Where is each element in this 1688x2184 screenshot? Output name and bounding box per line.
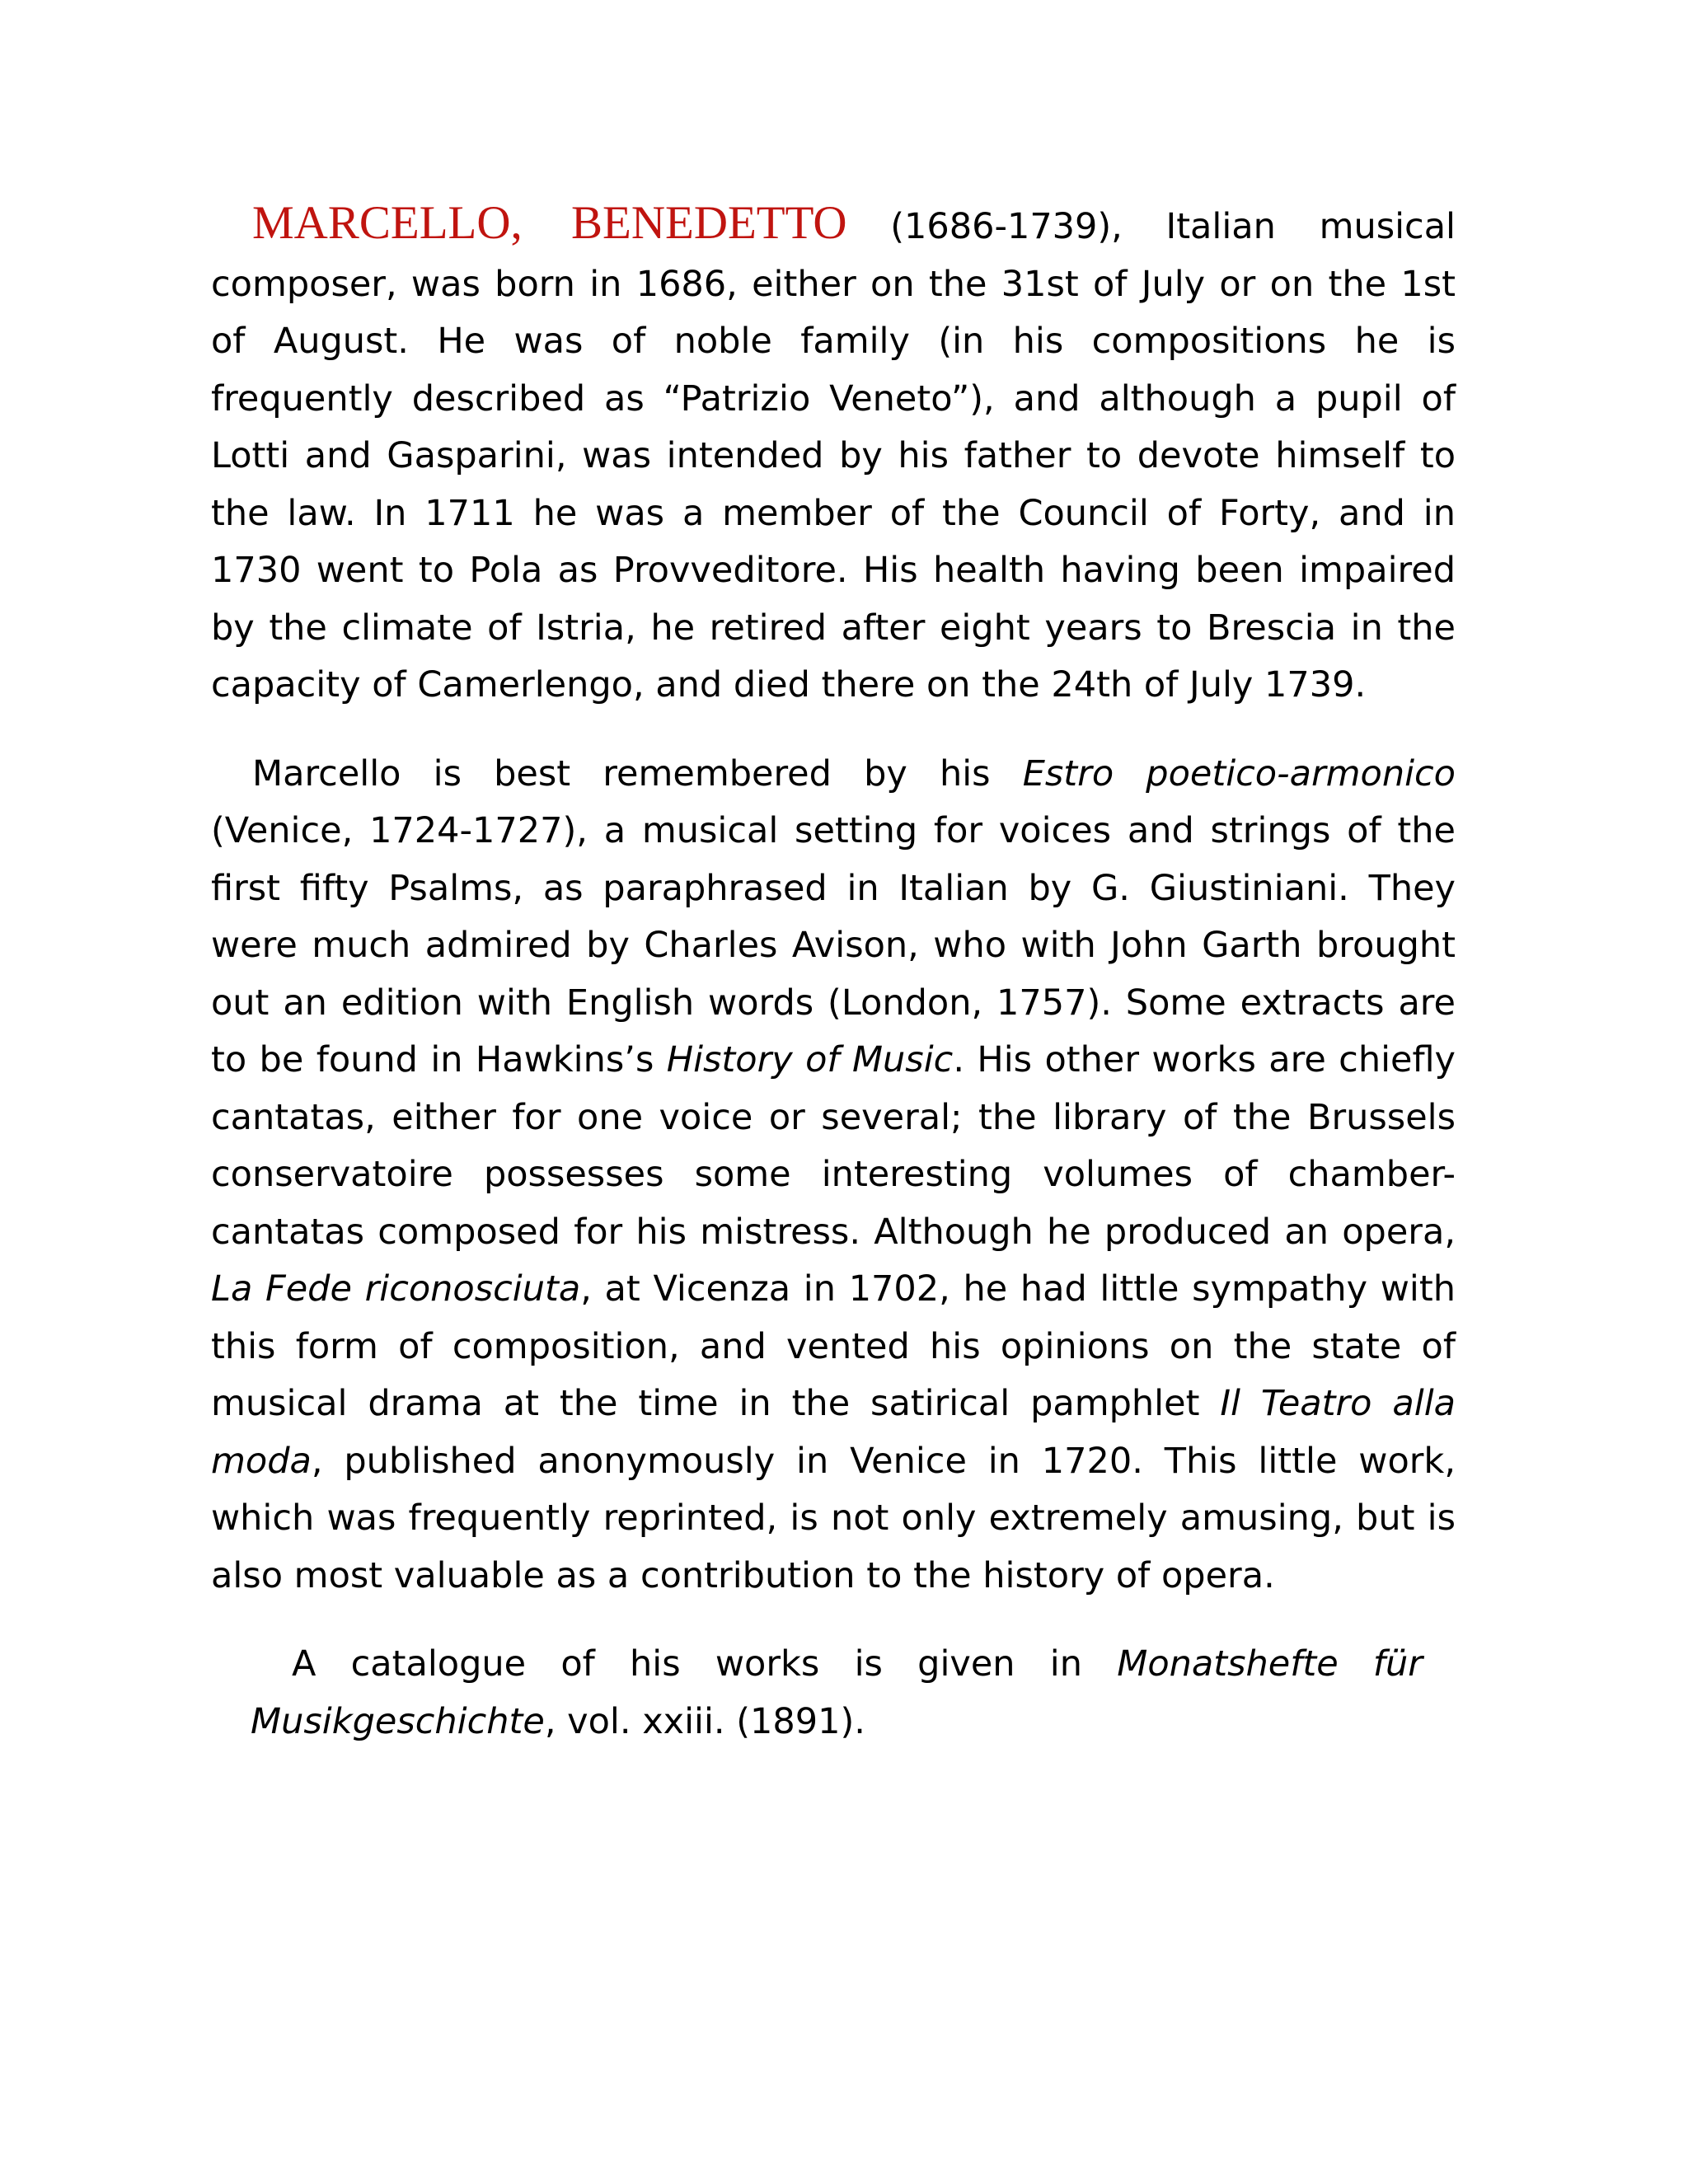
paragraph-text: (Venice, 1724-1727), a musical setting for voices and strings of the first fifty Psalms, as paraphrased in Italian by G. Giustiniani. They were much admired by Charles Avison, who with John Garth brought out an edition with English words (London, 1757). Some extracts are to be found in Hawkins’s — [211, 810, 1456, 1080]
work-title: Monatshefte für Musikgeschichte — [251, 1643, 1423, 1742]
paragraph-text: . His other works are chiefly cantatas, either for one voice or several; the library of the Brussels conservatoire possesses some interesting volumes of chamber-cantatas composed for his mistress. Although he produced an opera, — [211, 1039, 1456, 1253]
work-title: La Fede riconosciuta — [211, 1268, 581, 1310]
paragraph-biography — [211, 194, 1456, 715]
paragraph-text: , published anonymously in Venice in 1720. This little work, which was frequently reprinted, is not only extremely amusing, but is also most valuable as a contribution to the history of opera. — [211, 1440, 1456, 1596]
article-page — [211, 194, 1456, 1750]
paragraph-catalogue — [211, 1636, 1456, 1750]
work-title: Il Teatro alla moda — [211, 1383, 1456, 1482]
headword: MARCELLO, BENEDETTO — [252, 197, 847, 249]
paragraph-text: , vol. xxiii. (1891). — [544, 1700, 865, 1742]
paragraph-text: Marcello is best remembered by his — [252, 752, 1023, 794]
paragraph-text: A catalogue of his works is given in — [292, 1643, 1118, 1685]
paragraph-works — [211, 746, 1456, 1605]
work-title: Estro poetico-armonico — [1022, 752, 1456, 794]
paragraph-text: (1686-1739), Italian musical composer, was born in 1686, either on the 31st of July or on the 1st of August. He was of noble family (in his compositions he is frequently described as “Patrizio Veneto”), and although a pupil of Lotti and Gasparini, was intended by his father to devote himself to the law. In 1711 he was a member of the Council of Forty, and in 1730 went to Pola as Provveditore. His health having been impaired by the climate of Istria, he retired after eight years to Brescia in the capacity of Camerlengo, and died there on the 24th of July 1739. — [211, 206, 1456, 705]
work-title: History of Music — [666, 1039, 954, 1080]
paragraph-text: , at Vicenza in 1702, he had little sympathy with this form of composition, and vented his opinions on the state of musical drama at the time in the satirical pamphlet — [211, 1268, 1456, 1424]
